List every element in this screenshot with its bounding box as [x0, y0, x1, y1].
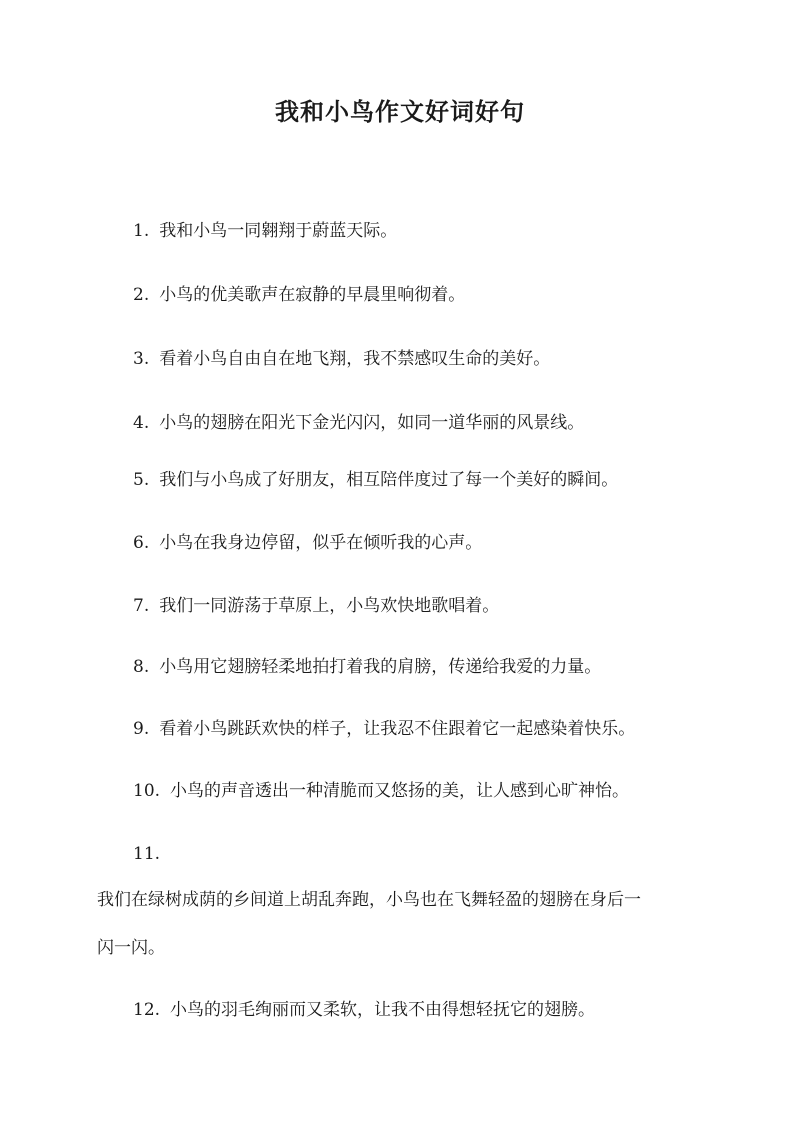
sentence-10	[133, 778, 629, 804]
sentence-number: 10.	[133, 781, 161, 801]
sentence-text: 我们与小鸟成了好朋友，相互陪伴度过了每一个美好的瞬间。	[159, 470, 619, 490]
sentence-11-line-1: 我们在绿树成荫的乡间道上胡乱奔跑，小鸟也在飞舞轻盈的翅膀在身后一	[97, 890, 641, 910]
sentence-11-line-2: 闪一闪。	[97, 938, 165, 958]
sentence-text: 看着小鸟跳跃欢快的样子，让我忍不住跟着它一起感染着快乐。	[159, 719, 636, 739]
sentence-number: 6.	[133, 533, 150, 553]
sentence-text: 小鸟的优美歌声在寂静的早晨里响彻着。	[159, 285, 466, 305]
sentence-6	[133, 530, 482, 556]
sentence-text: 小鸟的声音透出一种清脆而又悠扬的美，让人感到心旷神怡。	[170, 781, 630, 801]
document-title: 我和小鸟作文好词好句	[275, 97, 525, 126]
sentence-text: 小鸟的羽毛绚丽而又柔软，让我不由得想轻抚它的翅膀。	[170, 1000, 596, 1020]
sentence-text: 小鸟的翅膀在阳光下金光闪闪，如同一道华丽的风景线。	[159, 413, 585, 433]
sentence-4	[133, 410, 584, 436]
sentence-number: 12.	[133, 1000, 161, 1020]
sentence-text: 我和小鸟一同翱翔于蔚蓝天际。	[159, 221, 398, 241]
sentence-number: 2.	[133, 285, 150, 305]
sentence-3	[133, 346, 550, 372]
sentence-11-number	[133, 841, 160, 867]
sentence-9	[133, 716, 635, 742]
sentence-number: 3.	[133, 349, 150, 369]
sentence-text: 我们一同游荡于草原上，小鸟欢快地歌唱着。	[159, 596, 500, 616]
sentence-text: 小鸟用它翅膀轻柔地拍打着我的肩膀，传递给我爱的力量。	[159, 657, 602, 677]
sentence-12	[133, 997, 595, 1023]
sentence-number: 8.	[133, 657, 150, 677]
sentence-number: 4.	[133, 413, 150, 433]
sentence-8	[133, 654, 601, 680]
sentence-number: 5.	[133, 470, 150, 490]
sentence-number: 7.	[133, 596, 150, 616]
sentence-text: 小鸟在我身边停留，似乎在倾听我的心声。	[159, 533, 483, 553]
sentence-5	[133, 467, 618, 493]
sentence-text: 看着小鸟自由自在地飞翔，我不禁感叹生命的美好。	[159, 349, 551, 369]
sentence-7	[133, 593, 499, 619]
sentence-2	[133, 282, 465, 308]
sentence-number: 1.	[133, 221, 150, 241]
sentence-number: 9.	[133, 719, 150, 739]
sentence-1	[133, 218, 397, 244]
sentence-number: 11.	[133, 844, 161, 864]
